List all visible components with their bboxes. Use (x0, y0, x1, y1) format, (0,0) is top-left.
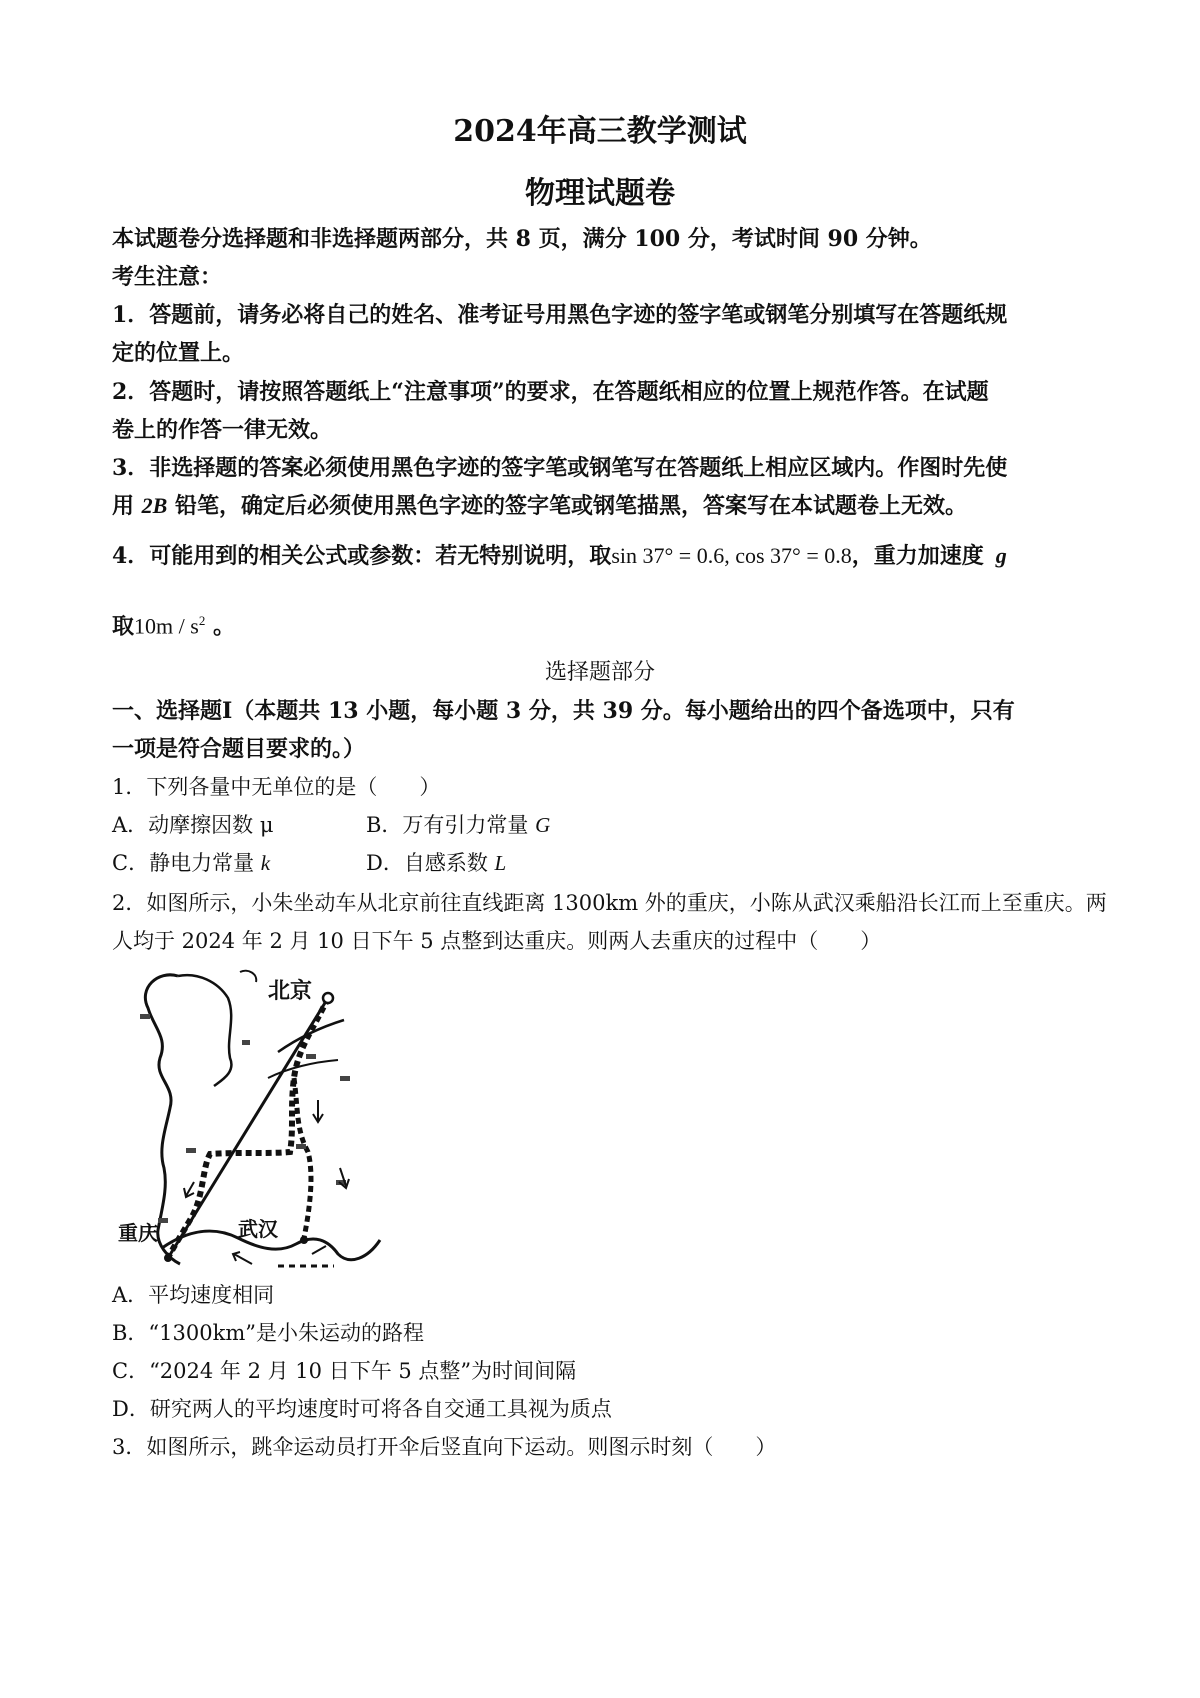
notice-item-1-line-2: 定的位置上。 (112, 340, 245, 366)
intro-text: 本试题卷分选择题和非选择题两部分，共 8 页，满分 100 分，考试时间 90 分钟。 (112, 226, 932, 252)
notice-item-3-line-1: 3．非选择题的答案必须使用黑色字迹的签字笔或钢笔写在答题纸上相应区域内。作图时先使 (112, 455, 1008, 481)
q1-stem: 1．下列各量中无单位的是（ ） (112, 775, 441, 799)
notice-heading: 考生注意： (112, 264, 223, 290)
notice-item-2-line-2: 卷上的作答一律无效。 (112, 417, 333, 443)
map-label-wuhan: 武汉 (238, 1217, 278, 1241)
map-label-beijing: 北京 (268, 979, 313, 1004)
q3-stem: 3．如图所示，跳伞运动员打开伞后竖直向下运动。则图示时刻（ ） (112, 1435, 777, 1459)
q1-option-a: A．动摩擦因数 μ (112, 813, 274, 837)
part1-heading-line-2: 一项是符合题目要求的。） (112, 736, 366, 762)
gravity-unit: 10m / s (134, 613, 199, 639)
q2-stem-line-1: 2．如图所示，小朱坐动车从北京前往直线距离 1300km 外的重庆，小陈从武汉乘船沿长江而上至重庆。两 (112, 891, 1107, 915)
q2-option-a: A．平均速度相同 (112, 1283, 275, 1307)
gravity-symbol: g (995, 543, 1007, 568)
part1-heading-line-1: 一、选择题Ⅰ（本题共 13 小题，每小题 3 分，共 39 分。每小题给出的四个备选项中，只有 (112, 698, 1015, 724)
q2-stem-line-2: 人均于 2024 年 2 月 10 日下午 5 点整到达重庆。则两人去重庆的过程中（ ） (112, 929, 882, 953)
q1-option-d: D．自感系数 L (366, 851, 507, 875)
q1-option-c: C．静电力常量 k (112, 851, 271, 875)
notice-item-1-line-1: 1．答题前，请务必将自己的姓名、准考证号用黑色字迹的签字笔或钢笔分别填写在答题纸规 (112, 302, 1008, 328)
q2-option-c: C．“2024 年 2 月 10 日下午 5 点整”为时间间隔 (112, 1359, 577, 1383)
route-map-figure (118, 968, 400, 1270)
notice-item-2-line-1: 2．答题时，请按照答题纸上“注意事项”的要求，在答题纸相应的位置上规范作答。在试题 (112, 379, 989, 405)
section-title: 选择题部分 (544, 660, 655, 685)
map-label-chongqing: 重庆 (118, 1221, 158, 1245)
notice-item-3-line-2: 用 2B 铅笔，确定后必须使用黑色字迹的签字笔或钢笔描黑，答案写在本试题卷上无效。 (112, 493, 968, 519)
notice-item-4-line-2: 取$10m / s^2$ 。 (112, 613, 235, 640)
exam-title: 2024年高三教学测试 (453, 114, 747, 149)
trig-formula: sin 37° = 0.6, cos 37° = 0.8 (611, 543, 852, 568)
notice-item-4-line-1: 4．可能用到的相关公式或参数：若无特别说明，取sin 37° = 0.6, cos 37° = 0.8，重力加速度 g (112, 543, 1007, 569)
q2-option-b: B．“1300km”是小朱运动的路程 (112, 1321, 424, 1345)
exam-subtitle: 物理试题卷 (525, 176, 675, 211)
q2-option-d: D．研究两人的平均速度时可将各自交通工具视为质点 (112, 1397, 612, 1421)
q1-option-b: B．万有引力常量 G (366, 813, 551, 837)
